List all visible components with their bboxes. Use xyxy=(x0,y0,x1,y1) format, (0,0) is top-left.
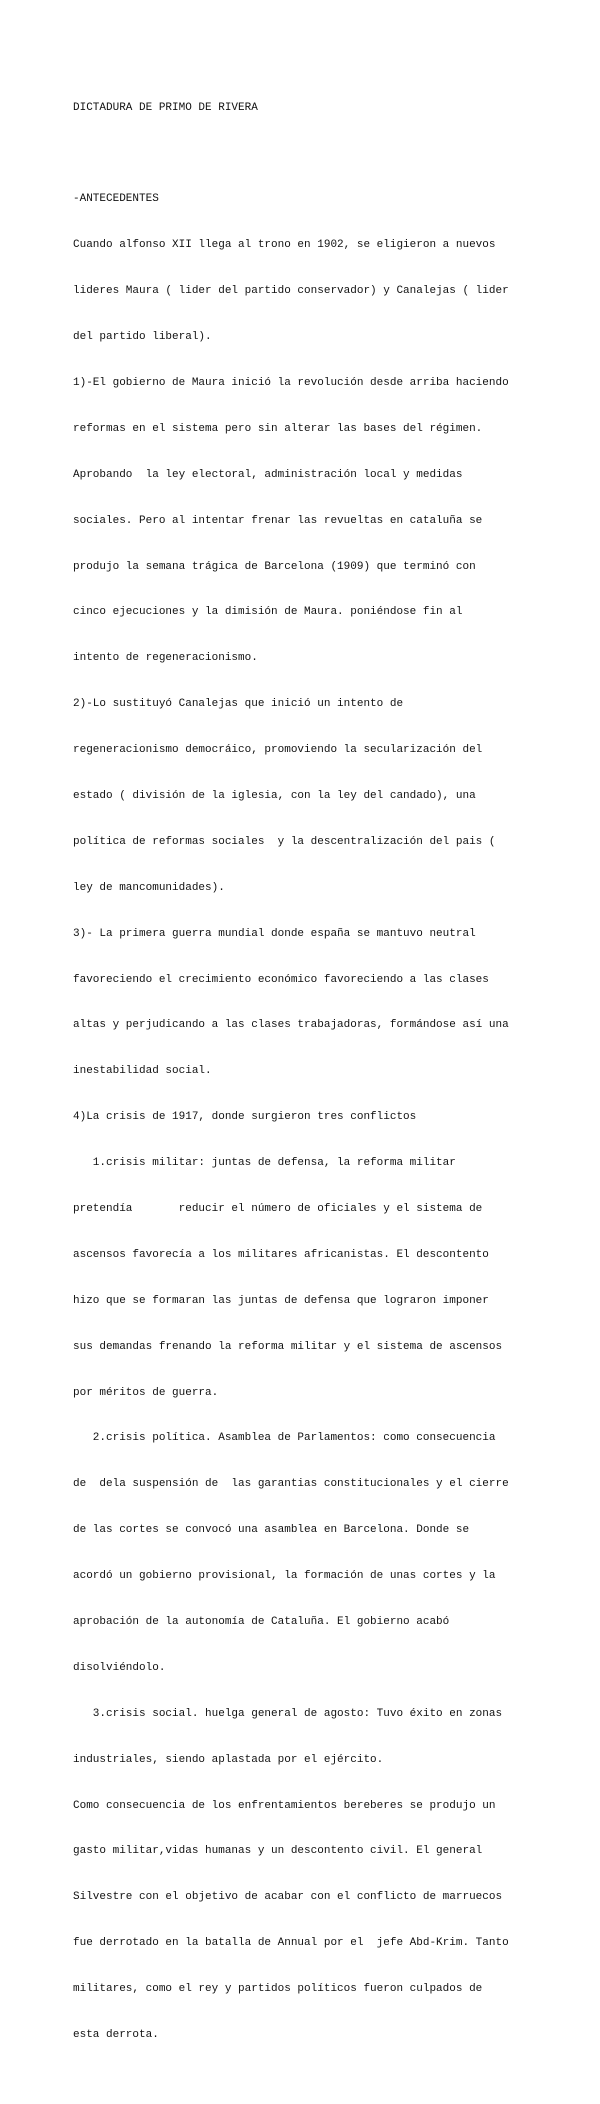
text-line: sociales. Pero al intentar frenar las revueltas en cataluña se xyxy=(73,514,483,527)
text-line: 4)La crisis de 1917, donde surgieron tres conflictos xyxy=(73,1111,417,1124)
text-line: de las cortes se convocó una asamblea en Barcelona. Donde se xyxy=(73,1524,470,1537)
text-line: política de reformas sociales y la descentralización del pais ( xyxy=(73,835,496,848)
text-line: pretendía reducir el número de oficiales y el sistema de xyxy=(73,1202,483,1215)
text-line: intento de regeneracionismo. xyxy=(73,652,258,665)
text-line: 1)-El gobierno de Maura inició la revolución desde arriba haciendo xyxy=(73,376,509,389)
text-line: ascensos favorecía a los militares africanistas. El descontento xyxy=(73,1248,489,1261)
text-line: reformas en el sistema pero sin alterar las bases del régimen. xyxy=(73,422,483,435)
text-line: aprobación de la autonomía de Cataluña. El gobierno acabó xyxy=(73,1615,450,1628)
text-line: 2.crisis política. Asamblea de Parlamentos: como consecuencia xyxy=(73,1432,496,1445)
text-line: 3.crisis social. huelga general de agosto: Tuvo éxito en zonas xyxy=(73,1707,503,1720)
text-line: regeneracionismo democráico, promoviendo la secularización del xyxy=(73,744,483,757)
text-line: militares, como el rey y partidos políticos fueron culpados de xyxy=(73,1983,483,1996)
text-line: inestabilidad social. xyxy=(73,1065,212,1078)
text-line: 1.crisis militar: juntas de defensa, la reforma militar xyxy=(73,1157,456,1170)
text-line: Como consecuencia de los enfrentamientos bereberes se produjo un xyxy=(73,1799,496,1812)
text-line: disolviéndolo. xyxy=(73,1661,166,1674)
text-line: -ANTECEDENTES xyxy=(73,193,159,206)
text-line: Aprobando la ley electoral, administración local y medidas xyxy=(73,468,463,481)
text-line: ley de mancomunidades). xyxy=(73,881,225,894)
text-line: altas y perjudicando a las clases trabajadoras, formándose así una xyxy=(73,1019,509,1032)
text-line: produjo la semana trágica de Barcelona (1909) que terminó con xyxy=(73,560,476,573)
text-line: favoreciendo el crecimiento económico favoreciendo a las clases xyxy=(73,973,489,986)
text-line: 2)-Lo sustituyó Canalejas que inició un intento de xyxy=(73,698,404,711)
text-line: Cuando alfonso XII llega al trono en 1902, se eligieron a nuevos xyxy=(73,239,496,252)
text-line: estado ( división de la iglesia, con la ley del candado), una xyxy=(73,789,476,802)
text-line: fue derrotado en la batalla de Annual por el jefe Abd-Krim. Tanto xyxy=(73,1937,509,1950)
text-line: del partido liberal). xyxy=(73,331,212,344)
text-line: lideres Maura ( lider del partido conservador) y Canalejas ( lider xyxy=(73,285,509,298)
text-line: cinco ejecuciones y la dimisión de Maura. poniéndose fin al xyxy=(73,606,463,619)
text-line: esta derrota. xyxy=(73,2029,159,2041)
text-line: hizo que se formaran las juntas de defensa que lograron imponer xyxy=(73,1294,489,1307)
document-body xyxy=(73,70,533,2104)
text-line: 3)- La primera guerra mundial donde españa se mantuvo neutral xyxy=(73,927,476,940)
text-line: por méritos de guerra. xyxy=(73,1386,219,1399)
document-title: DICTADURA DE PRIMO DE RIVERA xyxy=(73,101,258,114)
text-line: de dela suspensión de las garantias constitucionales y el cierre xyxy=(73,1478,509,1491)
text-line: industriales, siendo aplastada por el ejército. xyxy=(73,1753,384,1766)
text-line: acordó un gobierno provisional, la formación de unas cortes y la xyxy=(73,1570,496,1583)
text-line: Silvestre con el objetivo de acabar con el conflicto de marruecos xyxy=(73,1891,503,1904)
text-line: gasto militar,vidas humanas y un descontento civil. El general xyxy=(73,1845,483,1858)
document-text xyxy=(73,162,533,2074)
text-line: sus demandas frenando la reforma militar y el sistema de ascensos xyxy=(73,1340,503,1353)
